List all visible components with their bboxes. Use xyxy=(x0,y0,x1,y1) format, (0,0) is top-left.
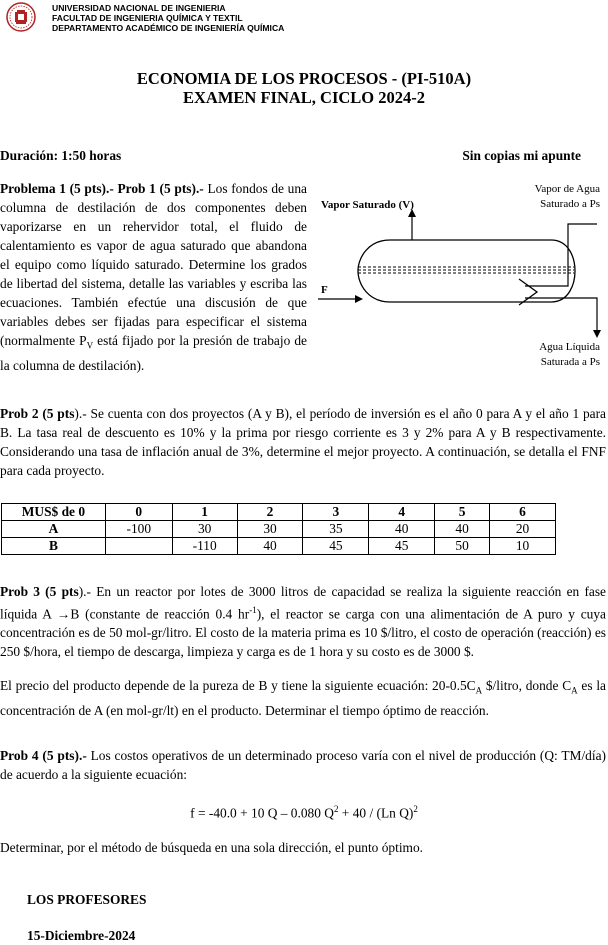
table-header-cell: 4 xyxy=(369,504,435,521)
problem-3-p2a: El precio del producto depende de la pureza de B y tiene la siguiente ecuación: 20-0.5C xyxy=(0,678,476,693)
problem-3-sup: -1 xyxy=(249,605,257,615)
table-cell: 10 xyxy=(490,538,556,555)
problem-3-part-2 xyxy=(0,676,606,720)
steam-inlet-label xyxy=(535,182,600,212)
problem-2-text: Se cuenta con dos proyectos (A y B), el período de inversión es el año 0 para A y el año 1 para B. La tasa real de descuento es 10% y la prima por riesgo corriente es 3 y 2% para A y B respectivamente. Considerando una tasa de inflación anual de 3%, determine el mejor proyecto. A continuación, se detalla el FNF para cada proyecto. xyxy=(0,406,606,478)
table-cell: 40 xyxy=(435,521,490,538)
table-header-row xyxy=(2,504,556,521)
signature: LOS PROFESORES xyxy=(27,892,147,907)
problem-1-text-end: está fijado por la presión de trabajo de la columna de destilación). xyxy=(0,333,307,373)
problem-4-equation xyxy=(0,800,608,822)
problem-3 xyxy=(0,582,606,661)
table-header-cell: 3 xyxy=(303,504,369,521)
problem-3-p2sub1: A xyxy=(475,685,483,696)
fnf-table xyxy=(1,503,556,555)
table-row xyxy=(2,538,556,555)
condensate-label xyxy=(539,340,600,370)
table-cell: 40 xyxy=(237,538,303,555)
problem-4 xyxy=(0,746,606,784)
problem-1 xyxy=(0,179,307,375)
problem-3-lead-end: ).- xyxy=(78,584,91,599)
vapor-saturado-label: Vapor Saturado (V) xyxy=(321,199,414,211)
table-cell: 30 xyxy=(237,521,303,538)
header-block xyxy=(52,3,284,33)
feed-label: F xyxy=(321,284,328,296)
equation-part-a: f = -40.0 + 10 Q – 0.080 Q xyxy=(190,805,334,821)
problem-3-text-1: En un reactor por lotes de 3000 litros de capacidad se realiza la siguiente reacción en fase líquida A xyxy=(0,584,606,622)
exam-date: 15-Diciembre-2024 xyxy=(27,928,136,943)
problem-1-sub: V xyxy=(86,340,94,351)
equation-sup-2: 2 xyxy=(413,804,418,814)
steam-label-1: Vapor de Agua xyxy=(534,183,600,195)
exam-title: ECONOMIA DE LOS PROCESOS - (PI-510A) xyxy=(136,69,472,88)
table-header-cell: 0 xyxy=(105,504,172,521)
problem-3-lead: Prob 3 (5 pts xyxy=(0,584,79,599)
table-cell: -110 xyxy=(172,538,237,555)
condensate-label-1: Agua Líquida xyxy=(539,341,600,353)
table-cell: A xyxy=(2,521,106,538)
exam-subtitle: EXAMEN FINAL, CICLO 2024-2 xyxy=(182,88,425,107)
problem-2-lead: Prob 2 (5 pts xyxy=(0,406,75,421)
reaction-arrow-icon: → xyxy=(56,606,71,622)
problem-4-closing: Determinar, por el método de búsqueda en una sola dirección, el punto óptimo. xyxy=(0,840,424,855)
duration: Duración: 1:50 horas xyxy=(0,148,122,163)
table-cell: 45 xyxy=(369,538,435,555)
table-header-cell: 2 xyxy=(237,504,303,521)
table-header-cell: 6 xyxy=(490,504,556,521)
table-cell: 50 xyxy=(435,538,490,555)
problem-4-text: Los costos operativos de un determinado proceso varía con el nivel de producción (Q: TM/día) de acuerdo a la siguiente ecuación: xyxy=(0,748,606,782)
table-header-cell: 5 xyxy=(435,504,490,521)
steam-label-2: Saturado a Ps xyxy=(540,198,600,210)
university-name: UNIVERSIDAD NACIONAL DE INGENIERIA xyxy=(52,3,226,13)
table-cell: 45 xyxy=(303,538,369,555)
problem-1-text: Los fondos de una columna de destilación de dos componentes deben vaporizarse en un rehervidor total, el fluido de calentamiento es vapor de agua saturado que abandona el equipo como líquido saturado. Determine los grados de libertad del sistema, detalle las variables y escriba las ecuaciones. También efectúe una discusión de que variables debes ser fijadas para especificar el sistema (normalmente P xyxy=(0,181,308,348)
equation-sup-1: 2 xyxy=(333,804,339,814)
condensate-label-2: Saturada a Ps xyxy=(540,356,600,368)
problem-3-p2c: es la concentración de A (en mol-gr/lt) en el producto. Determinar el tiempo óptimo de reacción. xyxy=(0,678,606,718)
problem-1-lead: Problema 1 (5 pts).- Prob 1 (5 pts).- xyxy=(0,181,204,196)
table-cell: 30 xyxy=(172,521,237,538)
problem-2-lead-end: ).- xyxy=(74,406,87,421)
exam-notes: Sin copias mi apunte xyxy=(462,148,581,163)
problem-3-p2sub2: A xyxy=(571,685,578,696)
problem-3-text-2: B (constante de reacción 0.4 hr xyxy=(70,606,250,622)
table-cell: -100 xyxy=(105,521,172,538)
department-name: DEPARTAMENTO ACADÉMICO DE INGENIERÍA QUÍMICA xyxy=(52,23,285,33)
university-logo xyxy=(6,2,36,32)
table-header-cell: MUS$ de 0 xyxy=(2,504,106,521)
problem-3-text-3: ), el reactor se carga con una alimentación de A puro y cuya concentración es de 50 mol-gr/litro. El costo de la materia prima es 10 $/litro, el costo de operación (reacción) es 250 $/hora, el tiempo de descarga, limpieza y carga es de 1 hora y su costo es de 3000 $. xyxy=(0,606,606,660)
table-cell: 35 xyxy=(303,521,369,538)
reboiler-diagram xyxy=(318,178,608,373)
problem-4-lead: Prob 4 (5 pts).- xyxy=(0,748,87,763)
problem-3-p2b: $/litro, donde C xyxy=(482,678,572,693)
faculty-name: FACULTAD DE INGENIERIA QUÍMICA Y TEXTIL xyxy=(52,13,243,23)
table-cell: B xyxy=(2,538,106,555)
table-cell: 40 xyxy=(369,521,435,538)
table-header-cell: 1 xyxy=(172,504,237,521)
table-cell: 20 xyxy=(490,521,556,538)
equation-part-b: + 40 / (Ln Q) xyxy=(338,805,414,821)
problem-2 xyxy=(0,404,606,480)
table-cell xyxy=(105,538,172,555)
table-row xyxy=(2,521,556,538)
